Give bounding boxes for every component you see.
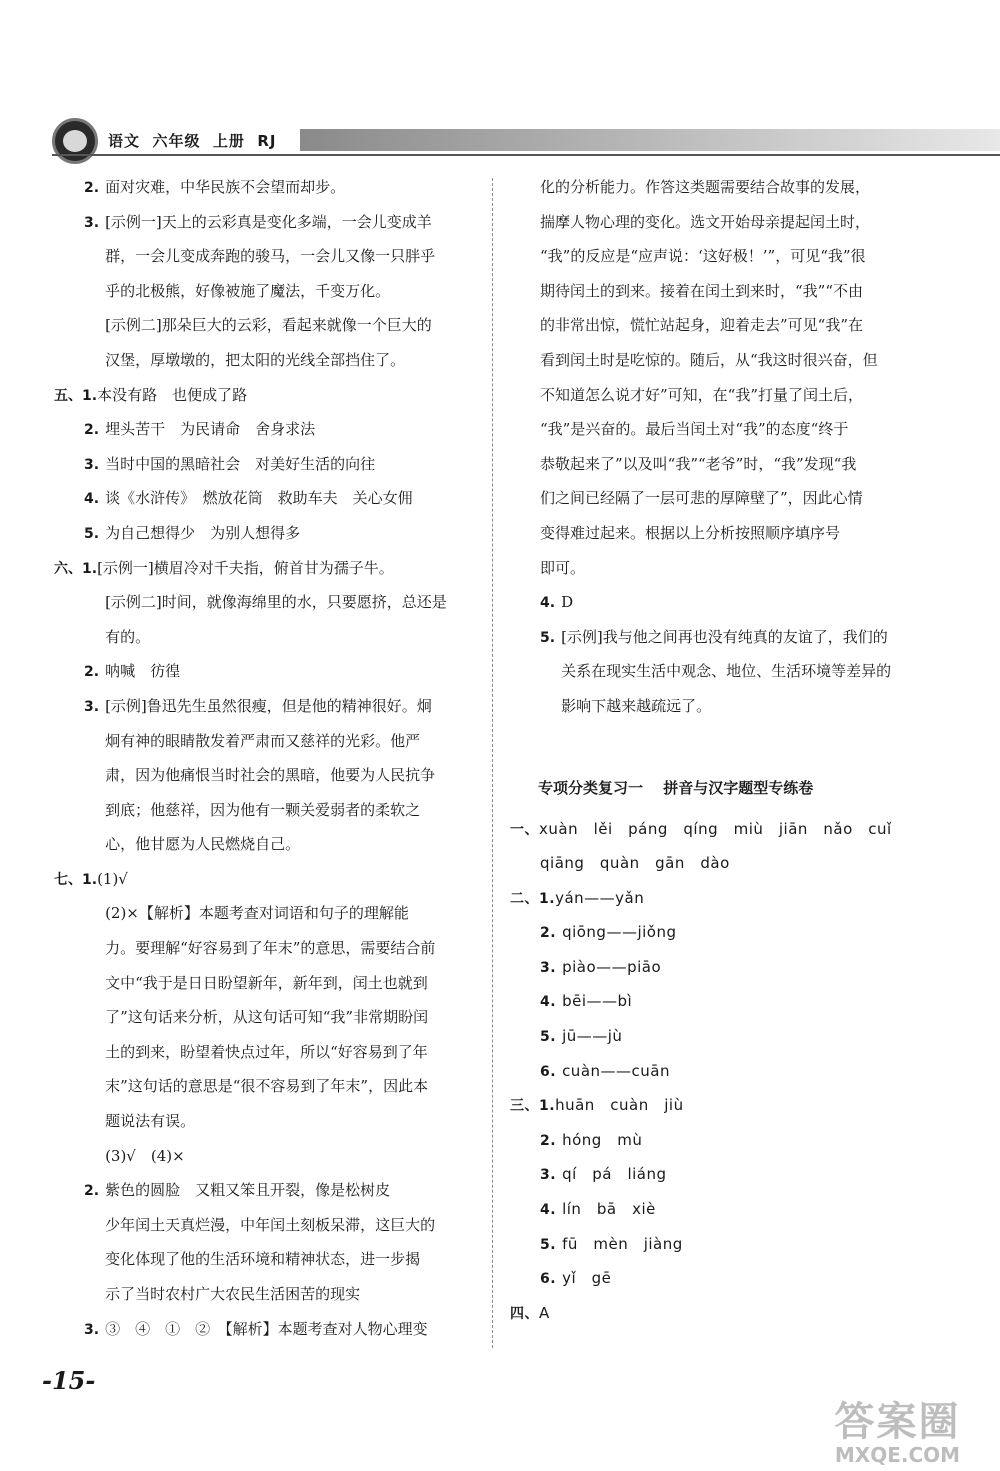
pinyin-line: 6. yǐ gē bbox=[540, 1269, 612, 1288]
answer-line: 到底；他慈祥，因为他有一颗关爱弱者的柔软之 bbox=[105, 800, 421, 819]
answer-line: 力。要理解“好容易到了年末”的意思，需要结合前 bbox=[105, 939, 436, 958]
answer-line: 心，他甘愿为人民燃烧自己。 bbox=[105, 835, 301, 854]
answer-line: [示例二]时间，就像海绵里的水，只要愿挤，总还是 bbox=[105, 593, 447, 612]
answer-line: 2. 埋头苦干 为民请命 舍身求法 bbox=[84, 420, 316, 439]
answer-line: 3. [示例一]天上的云彩真是变化多端，一会儿变成羊 bbox=[84, 212, 432, 231]
answer-line: 2. 呐喊 彷徨 bbox=[84, 662, 181, 681]
answer-line: 不知道怎么说才好”可知，在“我”打量了闰土后， bbox=[540, 385, 864, 404]
right-column bbox=[510, 170, 940, 1330]
answer-line: 5. 为自己想得少 为别人想得多 bbox=[84, 523, 301, 542]
answer-line: 2. 面对灾难，中华民族不会望而却步。 bbox=[84, 178, 346, 196]
site-watermark bbox=[800, 1400, 995, 1468]
answer-line: 肃，因为他痛恨当时社会的黑暗，他要为人民抗争 bbox=[105, 766, 436, 785]
watermark-mark: 答案圈 bbox=[834, 1399, 961, 1445]
page-header bbox=[52, 118, 1000, 168]
answer-line: 汉堡，厚墩墩的，把太阳的光线全部挡住了。 bbox=[105, 350, 406, 369]
header-title: 语文 六年级 上册 RJ bbox=[108, 132, 277, 150]
answer-line: 群，一会儿变成奔跑的骏马，一会儿又像一只胖乎 bbox=[105, 247, 436, 266]
answer-line: 变得难过起来。根据以上分析按照顺序填序号 bbox=[540, 523, 841, 542]
header-band bbox=[300, 129, 1000, 151]
page-number: -15- bbox=[42, 1366, 96, 1395]
pinyin-line: 6. cuàn——cuān bbox=[540, 1061, 670, 1080]
answer-line: 了”这句话来分析，从这句话可知“我”非常期盼闰 bbox=[105, 1008, 429, 1027]
pinyin-line: 2. qiōng——jiǒng bbox=[540, 923, 677, 942]
answer-line: “我”是兴奋的。最后当闰土对“我”的态度“终于 bbox=[540, 420, 849, 439]
pinyin-line: 3. qí pá liáng bbox=[540, 1165, 667, 1184]
publisher-logo bbox=[52, 118, 98, 164]
answer-line: 变化体现了他的生活环境和精神状态，进一步揭 bbox=[105, 1250, 421, 1269]
pinyin-line: 2. hóng mù bbox=[540, 1130, 643, 1149]
pinyin-line: 5. fū mèn jiàng bbox=[540, 1234, 683, 1253]
answer-line: (3)√ (4)× bbox=[105, 1146, 185, 1165]
watermark-site: MXQE.COM bbox=[834, 1443, 961, 1467]
answer-line: 3. [示例]鲁迅先生虽然很瘦，但是他的精神很好。炯 bbox=[84, 696, 432, 715]
header-rule bbox=[52, 154, 1000, 156]
answer-line: 炯有神的眼睛散发着严肃而又慈祥的光彩。他严 bbox=[105, 731, 421, 750]
answer-line: 4. D bbox=[540, 593, 574, 612]
answer-line: 的非常出惊，慌忙站起身，迎着走去”可见“我”在 bbox=[540, 316, 864, 335]
answer-line: 期待闰土的到来。接着在闰土到来时，“我”“不由 bbox=[540, 281, 864, 300]
column-divider bbox=[492, 178, 493, 1348]
answer-line: 题说法有误。 bbox=[105, 1112, 196, 1131]
answer-line: 土的到来，盼望着快点过年，所以“好容易到了年 bbox=[105, 1042, 428, 1061]
answer-line: 即可。 bbox=[540, 558, 586, 577]
answer-line: 有的。 bbox=[105, 627, 151, 646]
answer-line: 影响下越来越疏远了。 bbox=[561, 696, 712, 715]
answer-line: 2. 紫色的圆脸 又粗又笨且开裂，像是松树皮 bbox=[84, 1181, 391, 1200]
pinyin-line: 二、1.yán——yǎn bbox=[510, 888, 645, 907]
review-section-title: 专项分类复习一 拼音与汉字题型专练卷 bbox=[538, 778, 814, 797]
answer-line: 4. 谈《水浒传》 燃放花筒 救助车夫 关心女佣 bbox=[84, 489, 413, 508]
answer-line: 示了当时农村广大农民生活困苦的现实 bbox=[105, 1285, 361, 1303]
answer-line: 六、1.[示例一]横眉冷对千夫指，俯首甘为孺子牛。 bbox=[54, 558, 394, 577]
answer-line: 末”这句话的意思是“很不容易到了年末”，因此本 bbox=[105, 1077, 429, 1096]
answer-line: 5. [示例]我与他之间再也没有纯真的友谊了，我们的 bbox=[540, 627, 888, 646]
pinyin-line: qiāng quàn gān dào bbox=[540, 854, 730, 873]
answer-line: 化的分析能力。作答这类题需要结合故事的发展， bbox=[540, 178, 871, 196]
answer-line: 七、1.(1)√ bbox=[54, 869, 128, 888]
pinyin-line: 5. jū——jù bbox=[540, 1027, 623, 1046]
answer-line: 3. ③ ④ ① ② 【解析】本题考查对人物心理变 bbox=[84, 1319, 428, 1338]
answer-line: 少年闰土天真烂漫，中年闰土刻板呆滞，这巨大的 bbox=[105, 1215, 436, 1234]
left-column bbox=[54, 170, 479, 1346]
answer-line: 恭敬起来了”以及叫“我”“老爷”时，“我”发现“我 bbox=[540, 454, 857, 473]
answer-line: (2)×【解析】本题考查对词语和句子的理解能 bbox=[105, 904, 409, 923]
pinyin-line: 3. piào——piāo bbox=[540, 957, 662, 976]
pinyin-line: 一、xuàn lěi páng qíng miù jiān nǎo cuǐ bbox=[510, 819, 892, 838]
pinyin-line: 4. lín bā xiè bbox=[540, 1200, 656, 1219]
pinyin-line: 4. bēi——bì bbox=[540, 992, 633, 1011]
answer-line: 揣摩人物心理的变化。选文开始母亲提起闰土时， bbox=[540, 212, 871, 231]
answer-line: 看到闰土时是吃惊的。随后，从“我这时很兴奋，但 bbox=[540, 350, 878, 369]
answer-line: 五、1.本没有路 也便成了路 bbox=[54, 385, 248, 404]
pinyin-line: 三、1.huān cuàn jiù bbox=[510, 1096, 684, 1115]
answer-line: [示例二]那朵巨大的云彩，看起来就像一个巨大的 bbox=[105, 316, 432, 335]
answer-line: 们之间已经隔了一层可悲的厚障壁了”，因此心情 bbox=[540, 489, 863, 508]
answer-line: 3. 当时中国的黑暗社会 对美好生活的向往 bbox=[84, 454, 376, 473]
answer-line: 文中“我于是日日盼望新年，新年到，闰土也就到 bbox=[105, 973, 428, 992]
answer-line: “我”的反应是“应声说：‘这好极！’”，可见“我”很 bbox=[540, 247, 866, 266]
pinyin-line: 四、A bbox=[510, 1303, 550, 1322]
answer-line: 乎的北极熊，好像被施了魔法，千变万化。 bbox=[105, 281, 391, 300]
answer-line: 关系在现实生活中观念、地位、生活环境等差异的 bbox=[561, 662, 892, 681]
